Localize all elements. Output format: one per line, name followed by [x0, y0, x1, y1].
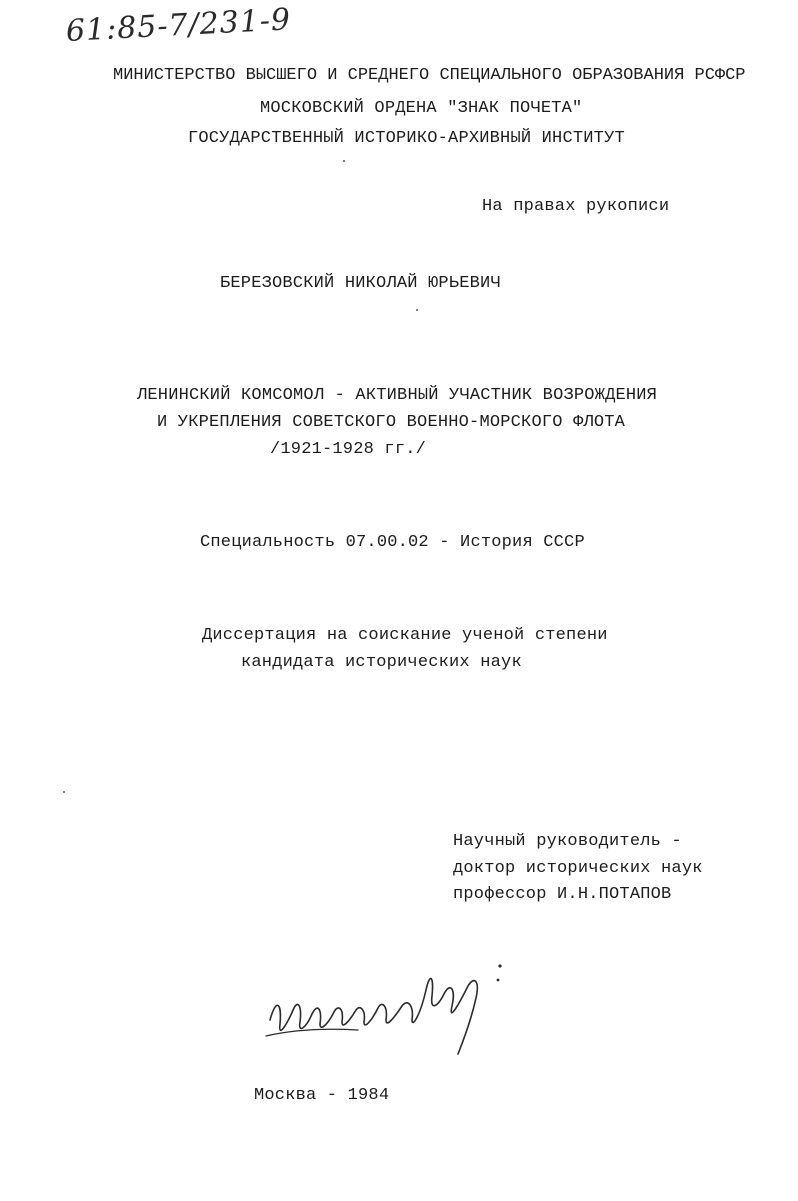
- ministry-line: МИНИСТЕРСТВО ВЫСШЕГО И СРЕДНЕГО СПЕЦИАЛЬНОГО ОБРАЗОВАНИЯ РСФСР: [113, 66, 746, 85]
- manuscript-rights-note: На правах рукописи: [482, 197, 670, 216]
- dissertation-title-years: /1921-1928 гг./: [270, 440, 427, 459]
- supervisor-role: Научный руководитель -: [453, 832, 682, 851]
- city-year-footer: Москва - 1984: [254, 1086, 390, 1105]
- paper-speck: [343, 160, 345, 162]
- author-name: БЕРЕЗОВСКИЙ НИКОЛАЙ ЮРЬЕВИЧ: [220, 274, 501, 293]
- supervisor-name: профессор И.Н.ПОТАПОВ: [453, 885, 672, 904]
- paper-speck: [416, 309, 418, 311]
- dissertation-title-line-2: И УКРЕПЛЕНИЯ СОВЕТСКОГО ВОЕННО-МОРСКОГО ФЛОТА: [157, 413, 626, 432]
- paper-speck: [63, 791, 65, 793]
- institute-line-1: МОСКОВСКИЙ ОРДЕНА "ЗНАК ПОЧЕТА": [260, 99, 583, 118]
- supervisor-degree: доктор исторических наук: [453, 859, 703, 878]
- degree-line-1: Диссертация на соискание ученой степени: [202, 626, 608, 645]
- specialty-line: Специальность 07.00.02 - История СССР: [200, 533, 585, 552]
- author-signature: [262, 950, 522, 1060]
- dissertation-title-line-1: ЛЕНИНСКИЙ КОМСОМОЛ - АКТИВНЫЙ УЧАСТНИК ВОЗРОЖДЕНИЯ: [137, 386, 658, 405]
- institute-line-2: ГОСУДАРСТВЕННЫЙ ИСТОРИКО-АРХИВНЫЙ ИНСТИТУТ: [188, 129, 625, 148]
- degree-line-2: кандидата исторических наук: [241, 653, 522, 672]
- archive-code-handwritten: 61:85-7/231-9: [65, 2, 292, 49]
